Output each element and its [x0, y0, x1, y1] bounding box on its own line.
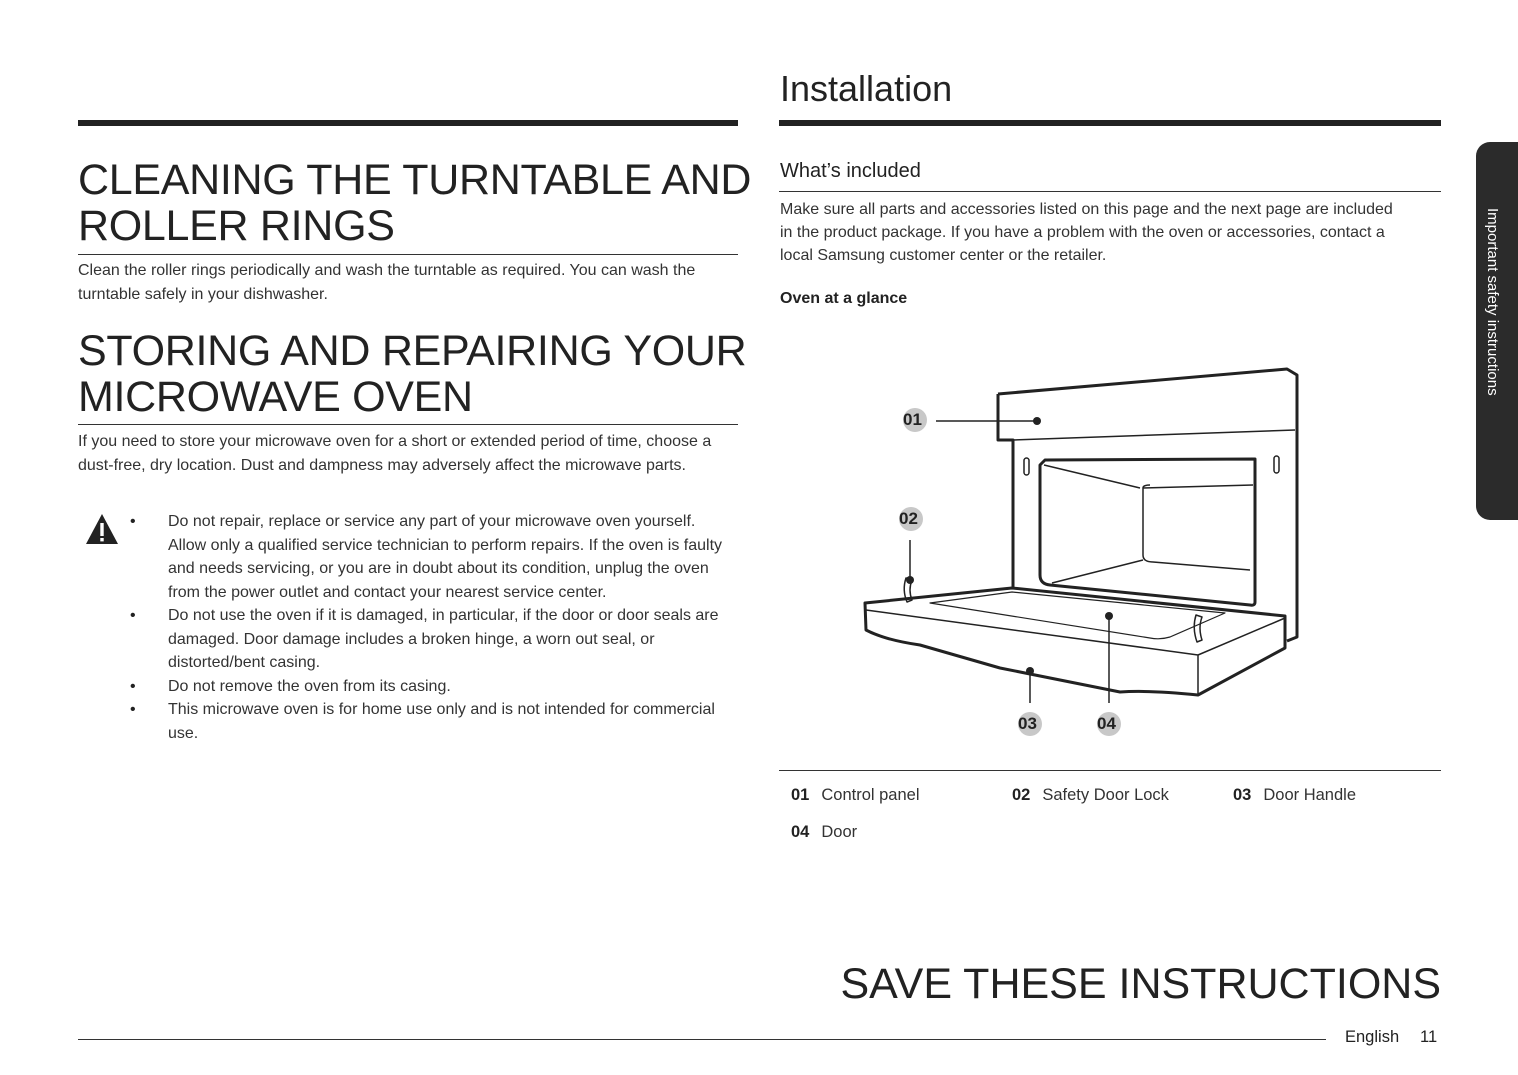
storing-body: If you need to store your microwave oven for a short or extended period of time, choose a dust-free, dry location. Dust and dampness may adversely affect the microwave parts.	[78, 433, 712, 474]
side-tab-label: Important safety instructions	[1484, 208, 1501, 396]
side-tab[interactable]	[1476, 142, 1518, 520]
callout-01: 01	[903, 410, 922, 429]
subheading: What’s included	[780, 160, 921, 182]
legend-item: 02 Safety Door Lock	[1012, 786, 1169, 804]
section-title-storing: STORING AND REPAIRING YOUR MICROWAVE OVEN	[78, 327, 747, 421]
callout-02: 02	[899, 509, 918, 528]
callout-03: 03	[1018, 714, 1037, 733]
divider	[779, 770, 1441, 771]
page-number: 11	[1420, 1028, 1438, 1046]
callout-04: 04	[1097, 714, 1116, 733]
save-instructions: SAVE THESE INSTRUCTIONS	[840, 960, 1441, 1008]
figure-title: Oven at a glance	[780, 290, 908, 307]
section-title-cleaning: CLEANING THE TURNTABLE AND ROLLER RINGS	[78, 156, 752, 250]
legend-item: 04 Door	[791, 823, 858, 841]
list-item: • Do not repair, replace or service any part of your microwave oven yourself. Allow only a qualified service technician to perform repairs. If the oven is faulty and needs servicing, or you are in doubt about its condition, unplug the oven from the power outlet and contact your nearest service center.	[130, 510, 730, 604]
footer-rule	[78, 1039, 1326, 1040]
list-item: • Do not use the oven if it is damaged, in particular, if the door or door seals are damaged. Door damage includes a broken hinge, a worn out seal, or distorted/bent casing.	[130, 604, 730, 675]
page-header: Installation	[780, 68, 953, 109]
cleaning-body: Clean the roller rings periodically and wash the turntable as required. You can wash the turntable safely in your dishwasher.	[78, 262, 696, 303]
legend-item: 03 Door Handle	[1233, 786, 1356, 804]
list-item: • Do not remove the oven from its casing.	[130, 675, 730, 699]
footer-language: English	[1345, 1028, 1400, 1046]
list-item: • This microwave oven is for home use only and is not intended for commercial use.	[130, 698, 730, 745]
included-body: Make sure all parts and accessories listed on this page and the next page are included in the product package. If you have a problem with the oven or accessories, contact a local Samsung customer center or the retailer.	[780, 201, 1393, 264]
legend-item: 01 Control panel	[791, 786, 920, 804]
